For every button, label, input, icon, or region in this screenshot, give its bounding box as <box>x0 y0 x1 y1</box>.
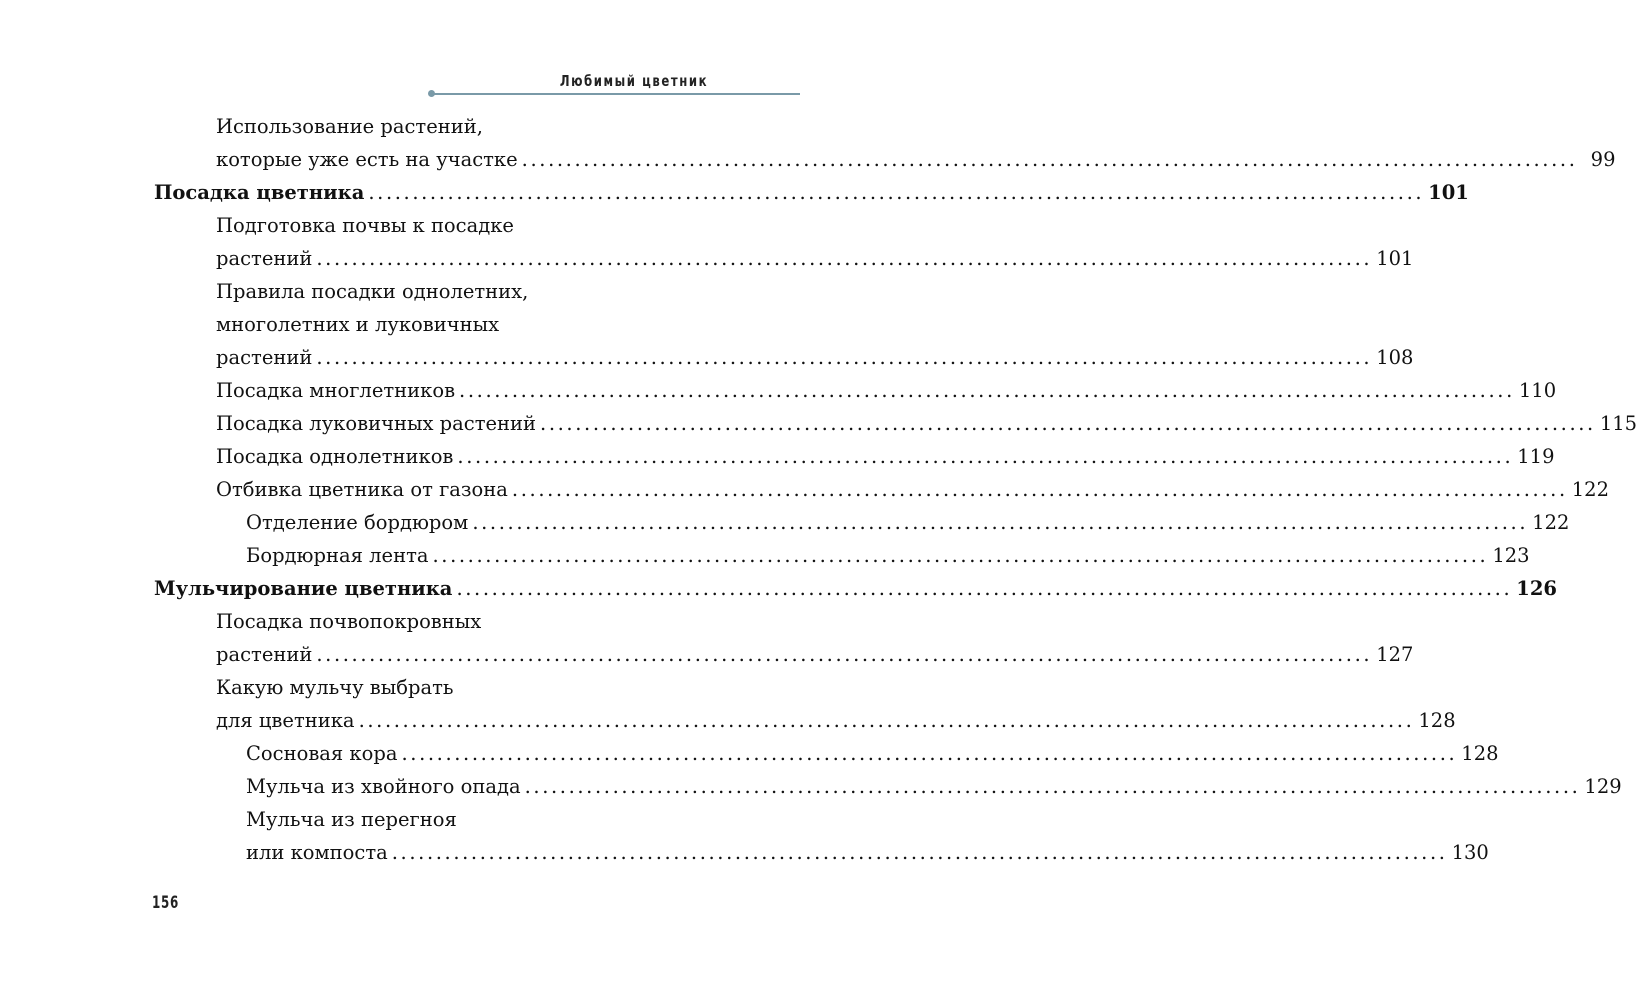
toc-entry <box>216 374 1557 407</box>
toc-entry <box>216 704 1456 737</box>
toc-leader-dots: ........................................................................................................................ <box>432 544 1489 567</box>
toc-entry-page: 127 <box>1376 643 1414 666</box>
toc-entry-page: 110 <box>1518 379 1557 402</box>
toc-entry <box>246 836 1489 869</box>
toc-entry <box>216 638 1414 671</box>
toc-entry-title: растений <box>216 247 313 270</box>
toc-entry-title: Мульча из хвойного опада <box>246 775 521 798</box>
toc-entry-page: 128 <box>1461 742 1499 765</box>
toc-entry-title: растений <box>216 346 313 369</box>
toc-leader-dots: ........................................................................................................................ <box>316 247 1373 270</box>
toc-entry-page: 122 <box>1532 511 1570 534</box>
toc-leader-dots: ........................................................................................................................ <box>457 445 1514 468</box>
toc-entry-page: 122 <box>1571 478 1609 501</box>
toc-entry-title: Сосновая кора <box>246 742 398 765</box>
toc-entry <box>216 605 481 638</box>
head-rule-dot <box>428 90 435 97</box>
toc-entry-title: или компоста <box>246 841 388 864</box>
toc-entry-page: 99 <box>1590 148 1616 171</box>
page-number: 156 <box>152 893 179 913</box>
toc-entry-title: Посадка однолетников <box>216 445 454 468</box>
running-head: Любимый цветник <box>559 72 708 90</box>
toc-entry <box>216 308 499 341</box>
toc-entry-title: Отделение бордюром <box>246 511 469 534</box>
toc-entry <box>216 341 1414 374</box>
toc-entry <box>216 473 1609 506</box>
toc-entry <box>216 275 528 308</box>
toc-entry-title: многолетних и луковичных <box>216 313 500 336</box>
toc-entry-page: 123 <box>1492 544 1530 567</box>
toc-entry-page: 128 <box>1418 709 1456 732</box>
head-rule <box>432 93 800 95</box>
toc-entry-page: 130 <box>1451 841 1489 864</box>
toc-entry-page: 108 <box>1376 346 1414 369</box>
toc-entry-title: Какую мульчу выбрать <box>216 676 454 699</box>
toc-entry <box>216 110 483 143</box>
toc-entry <box>216 407 1637 440</box>
toc-entry-page: 101 <box>1428 181 1469 204</box>
toc-entry-title: Отбивка цветника от газона <box>216 478 508 501</box>
toc-entry-title: Мульча из перегноя <box>246 808 457 831</box>
toc-entry <box>216 671 454 704</box>
toc-entry-page: 101 <box>1376 247 1414 270</box>
toc-entry-title: Посадка цветника <box>154 181 365 204</box>
toc-leader-dots: ........................................................................................................................ <box>368 181 1425 204</box>
toc-leader-dots: ........................................................................................................................ <box>540 412 1596 435</box>
toc-entry-page: 129 <box>1584 775 1622 798</box>
toc-leader-dots: ........................................................................................................................ <box>472 511 1529 534</box>
toc-entry-title: Посадка многлетников <box>216 379 456 402</box>
toc-leader-dots: ........................................................................................................................ <box>456 577 1513 600</box>
toc-entry <box>154 572 1557 605</box>
toc-entry-title: Подготовка почвы к посадке <box>216 214 514 237</box>
toc-entry <box>246 539 1530 572</box>
toc-leader-dots: ........................................................................................................................ <box>521 148 1578 171</box>
toc-leader-dots: ........................................................................................................................ <box>511 478 1568 501</box>
toc-entry <box>246 506 1570 539</box>
toc-entry-title: Использование растений, <box>216 115 483 138</box>
toc-entry-title: растений <box>216 643 313 666</box>
toc-leader-dots: ........................................................................................................................ <box>316 643 1373 666</box>
toc-entry-page: 115 <box>1599 412 1637 435</box>
toc-entry <box>216 209 514 242</box>
toc-leader-dots: ........................................................................................................................ <box>459 379 1515 402</box>
toc-entry-title: Бордюрная лента <box>246 544 429 567</box>
toc-leader-dots: ........................................................................................................................ <box>358 709 1415 732</box>
toc-leader-dots: ........................................................................................................................ <box>524 775 1581 798</box>
toc-entry <box>216 440 1555 473</box>
toc-entry <box>246 770 1622 803</box>
table-of-contents <box>0 110 1637 870</box>
toc-entry <box>216 143 1616 176</box>
toc-entry <box>216 242 1414 275</box>
toc-entry-title: Мульчирование цветника <box>154 577 453 600</box>
toc-entry-page: 126 <box>1516 577 1557 600</box>
toc-leader-dots: ........................................................................................................................ <box>316 346 1373 369</box>
toc-entry-page: 119 <box>1517 445 1555 468</box>
toc-entry-title: для цветника <box>216 709 355 732</box>
toc-entry <box>246 803 457 836</box>
toc-entry <box>154 176 1469 209</box>
toc-entry-title: Посадка почвопокровных <box>216 610 482 633</box>
toc-entry-title: которые уже есть на участке <box>216 148 518 171</box>
toc-entry <box>246 737 1499 770</box>
toc-leader-dots: ........................................................................................................................ <box>391 841 1448 864</box>
toc-entry-title: Правила посадки однолетних, <box>216 280 529 303</box>
toc-entry-title: Посадка луковичных растений <box>216 412 537 435</box>
toc-leader-dots: ........................................................................................................................ <box>401 742 1458 765</box>
